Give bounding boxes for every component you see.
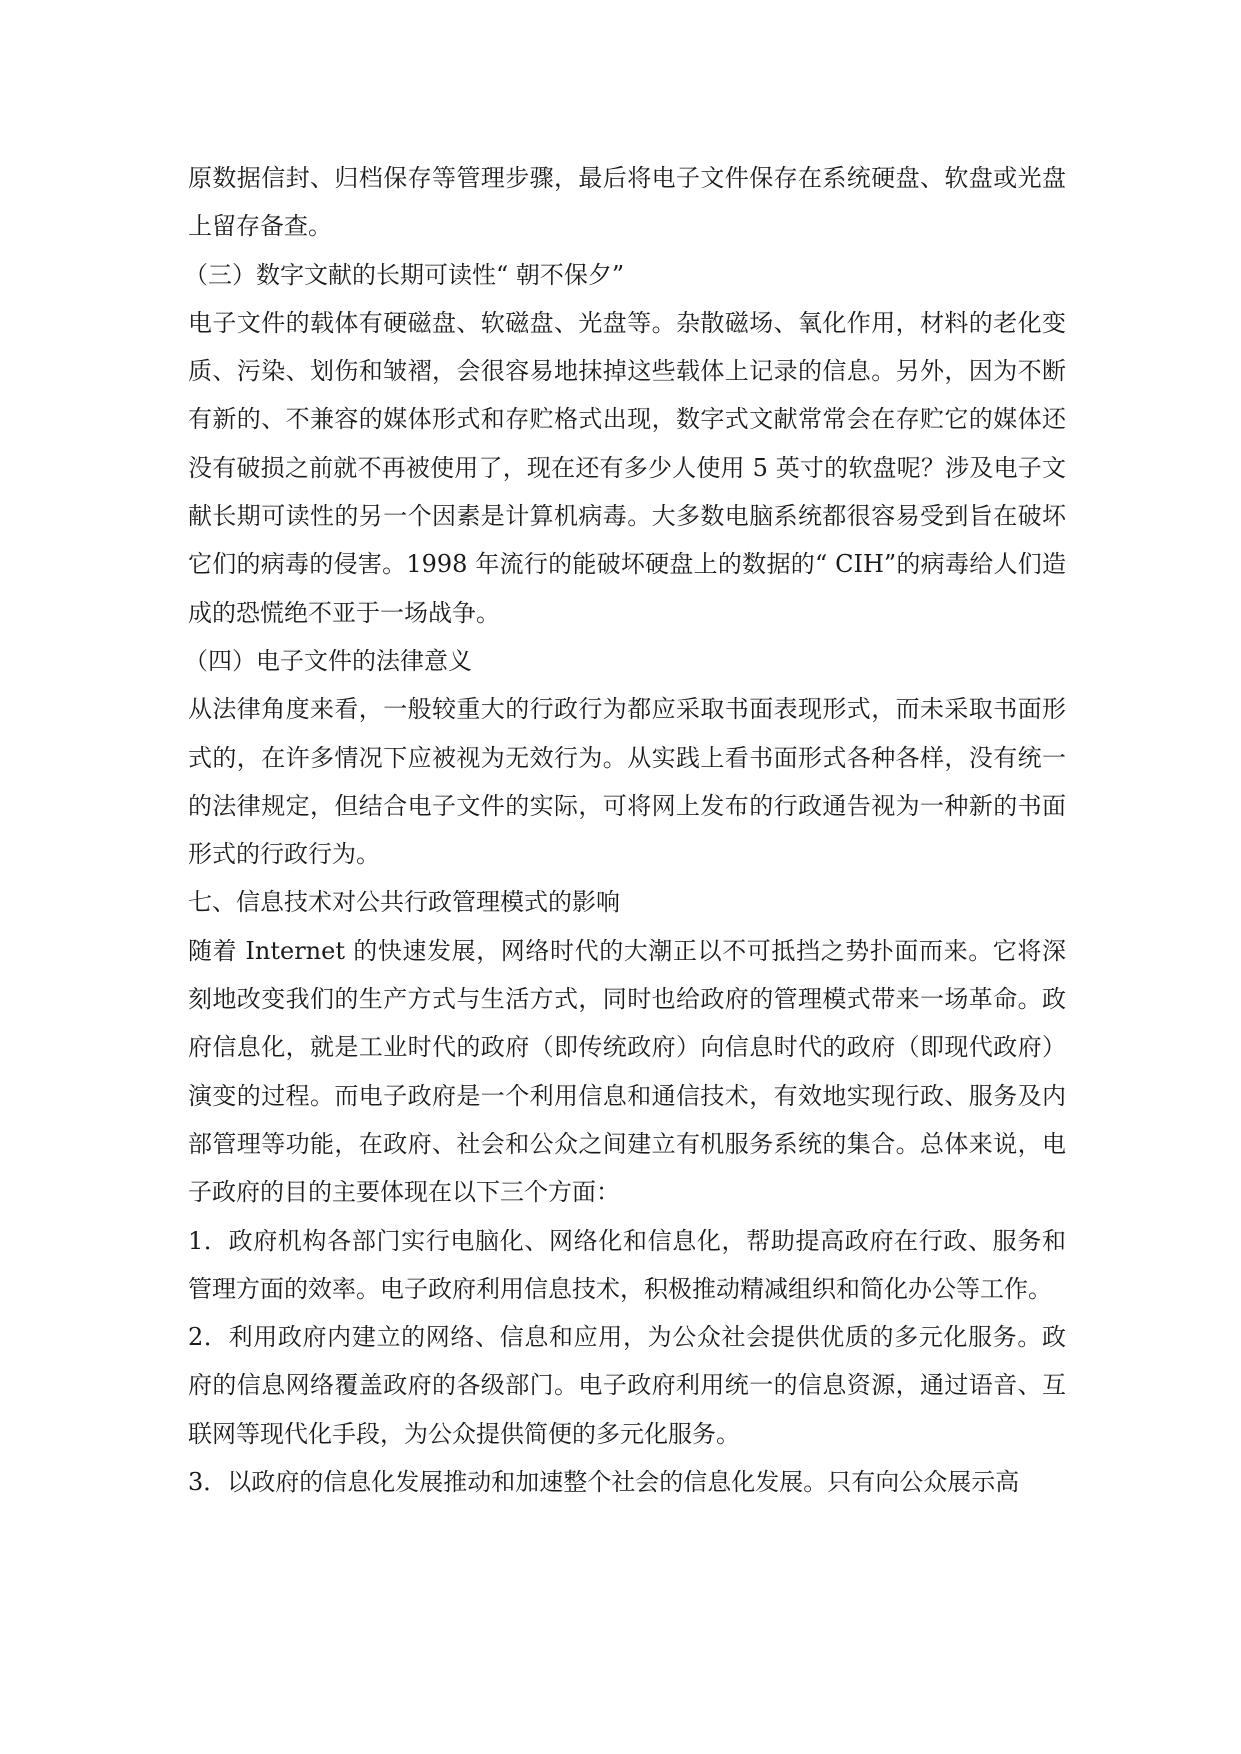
paragraph-internet-development: 随着 Internet 的快速发展，网络时代的大潮正以不可抵挡之势扑面而来。它将深刻地改变我们的生产方式与生活方式，同时也给政府的管理模式带来一场革命。政府信息化，就是工业时代的政府（即传统政府）向信息时代的政府（即现代政府）演变的过程。而电子政府是一个利用信息和通信技术，有效地实现行政、服务及内部管理等功能，在政府、社会和公众之间建立有机服务系统的集合。总体来说，电子政府的目的主要体现在以下三个方面： — [188, 936, 1066, 1207]
section-heading-4: （四）电子文件的法律意义 — [184, 646, 472, 675]
chapter-heading-7: 七、信息技术对公共行政管理模式的影响 — [188, 888, 620, 917]
document-body — [184, 154, 1066, 1506]
list-item-1: 1．政府机构各部门实行电脑化、网络化和信息化，帮助提高政府在行政、服务和管理方面的效率。电子政府利用信息技术，积极推动精减组织和简化办公等工作。 — [188, 1226, 1066, 1303]
paragraph-digital-readability: 电子文件的载体有硬磁盘、软磁盘、光盘等。杂散磁场、氧化作用，材料的老化变质、污染、划伤和皱褶，会很容易地抹掉这些载体上记录的信息。另外，因为不断有新的、不兼容的媒体形式和存贮格式出现，数字式文献常常会在存贮它的媒体还没有破损之前就不再被使用了，现在还有多少人使用 5 英寸的软盘呢？涉及电子文献长期可读性的另一个因素是计算机病毒。大多数电脑系统都很容易受到旨在破坏它们的病毒的侵害。1998 年流行的能破坏硬盘上的数据的“ CIH”的病毒给人们造成的恐慌绝不亚于一场战争。 — [188, 308, 1066, 627]
paragraph-continuation: 原数据信封、归档保存等管理步骤，最后将电子文件保存在系统硬盘、软盘或光盘上留存备查。 — [188, 164, 1066, 241]
paragraph-legal-meaning: 从法律角度来看，一般较重大的行政行为都应采取书面表现形式，而未采取书面形式的，在许多情况下应被视为无效行为。从实践上看书面形式各种各样，没有统一的法律规定，但结合电子文件的实际，可将网上发布的行政通告视为一种新的书面形式的行政行为。 — [188, 695, 1066, 869]
list-item-2: 2．利用政府内建立的网络、信息和应用，为公众社会提供优质的多元化服务。政府的信息网络覆盖政府的各级部门。电子政府利用统一的信息资源，通过语音、互联网等现代化手段，为公众提供简便的多元化服务。 — [188, 1323, 1066, 1448]
list-item-3: 3．以政府的信息化发展推动和加速整个社会的信息化发展。只有向公众展示高 — [188, 1468, 1020, 1497]
section-heading-3: （三）数字文献的长期可读性“ 朝不保夕” — [184, 260, 625, 289]
